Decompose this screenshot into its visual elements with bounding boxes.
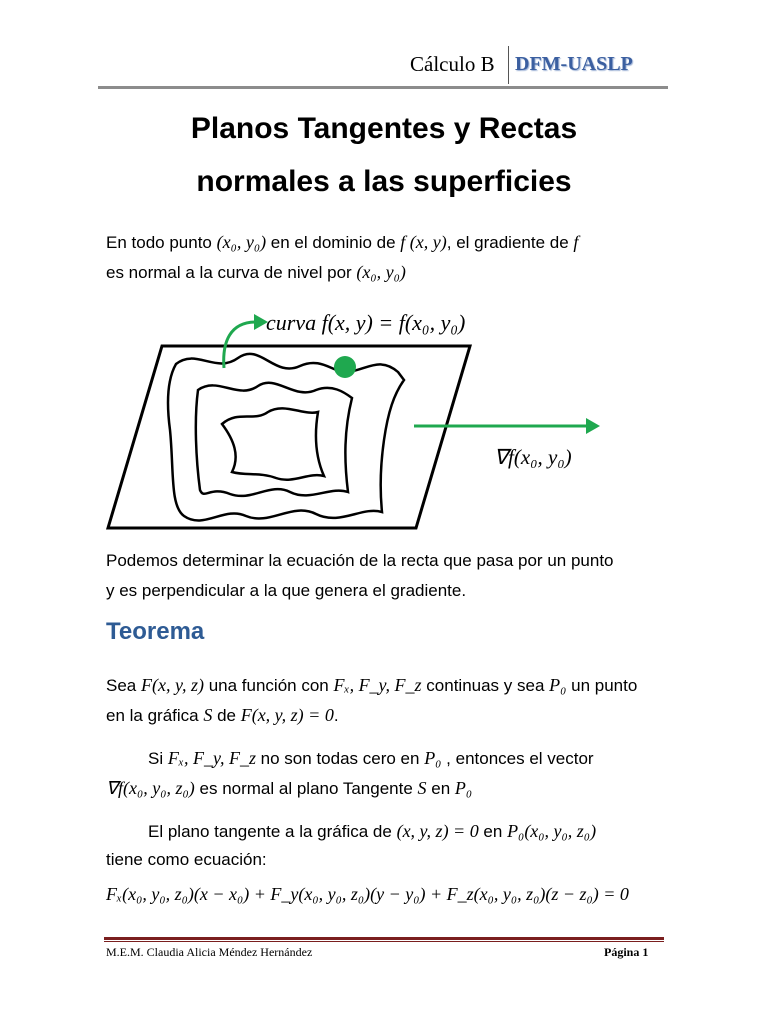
math: F(x, y, z)	[140, 675, 204, 695]
gradient-label: ∇f(x₀, y₀)	[494, 445, 572, 469]
gradient-arrowhead	[586, 418, 600, 434]
theorem-p3-line1	[148, 816, 596, 847]
math: P₀	[549, 675, 567, 695]
text: Si	[148, 749, 168, 768]
header-separator	[508, 46, 509, 84]
theorem-p2-line1	[148, 743, 594, 774]
text: Sea	[106, 676, 141, 695]
text: en	[478, 822, 508, 841]
text: es normal al plano Tangente	[194, 779, 418, 798]
text: El plano tangente a la gráfica de	[148, 822, 397, 841]
math: Fₓ, F_y, F_z	[167, 748, 256, 768]
text: En todo punto	[106, 233, 217, 252]
theorem-p3-line2: tiene como ecuación:	[106, 850, 267, 869]
text: en	[426, 779, 455, 798]
math: (x₀, y₀)	[216, 232, 267, 252]
math: P₀	[424, 748, 442, 768]
math: F(x, y, z) = 0	[240, 705, 334, 725]
math: S	[203, 705, 213, 725]
math: P₀(x₀, y₀, z₀)	[507, 821, 597, 841]
footer-author: M.E.M. Claudia Alicia Méndez Hernández	[106, 945, 313, 959]
theorem-p1-line1	[106, 670, 637, 701]
curve-label: curva f(x, y) = f(x₀, y₀)	[266, 310, 466, 335]
text: , el gradiente de	[446, 233, 574, 252]
theorem-p1-line2	[106, 700, 339, 731]
text: de	[212, 706, 241, 725]
text: un punto	[566, 676, 638, 695]
level-curve-outer	[168, 354, 404, 521]
text: , entonces el vector	[441, 749, 594, 768]
math: f (x, y)	[400, 232, 447, 252]
intro-line1	[106, 227, 578, 258]
footer-rule-thin	[104, 941, 664, 942]
text: continuas y sea	[421, 676, 550, 695]
page-title-line2: normales a las superficies	[196, 165, 572, 198]
para2-line1: Podemos determinar la ecuación de la recta que pasa por un punto	[106, 551, 614, 570]
intro-line2	[106, 257, 406, 288]
math: P₀	[454, 778, 473, 798]
text: .	[333, 706, 339, 725]
plane-outline	[108, 346, 470, 528]
header-rule	[98, 86, 668, 89]
footer-page-number: Página 1	[604, 945, 649, 959]
math: ∇f(x₀, y₀, z₀)	[106, 778, 195, 798]
tangent-plane-equation: Fₓ(x₀, y₀, z₀)(x − x₀) + F_y(x₀, y₀, z₀)(y − y₀) + F_z(x₀, y₀, z₀)(z − z₀) = 0	[106, 884, 629, 904]
math: (x, y, z) = 0	[396, 821, 479, 841]
text: no son todas cero en	[255, 749, 425, 768]
header-course: Cálculo B	[410, 52, 495, 76]
para2-line2: y es perpendicular a la que genera el gradiente.	[106, 581, 467, 600]
theorem-p2-line2	[106, 773, 472, 804]
point-marker	[334, 356, 356, 378]
page-title-line1: Planos Tangentes y Rectas	[190, 112, 578, 145]
text: en el dominio de	[266, 233, 401, 252]
text: es normal a la curva de nivel por	[106, 263, 357, 282]
math: (x₀, y₀)	[356, 262, 406, 282]
math: S	[417, 778, 427, 798]
level-curve-inner	[222, 408, 324, 479]
text: en la gráfica	[106, 706, 204, 725]
math: Fₓ, F_y, F_z	[333, 675, 422, 695]
header-institution: DFM-UASLP	[515, 53, 633, 75]
level-curve-figure	[104, 300, 624, 536]
level-curve-middle	[196, 383, 352, 496]
text: una función con	[203, 676, 334, 695]
theorem-heading: Teorema	[106, 618, 205, 645]
math: f	[573, 232, 579, 252]
footer-rule	[104, 937, 664, 940]
